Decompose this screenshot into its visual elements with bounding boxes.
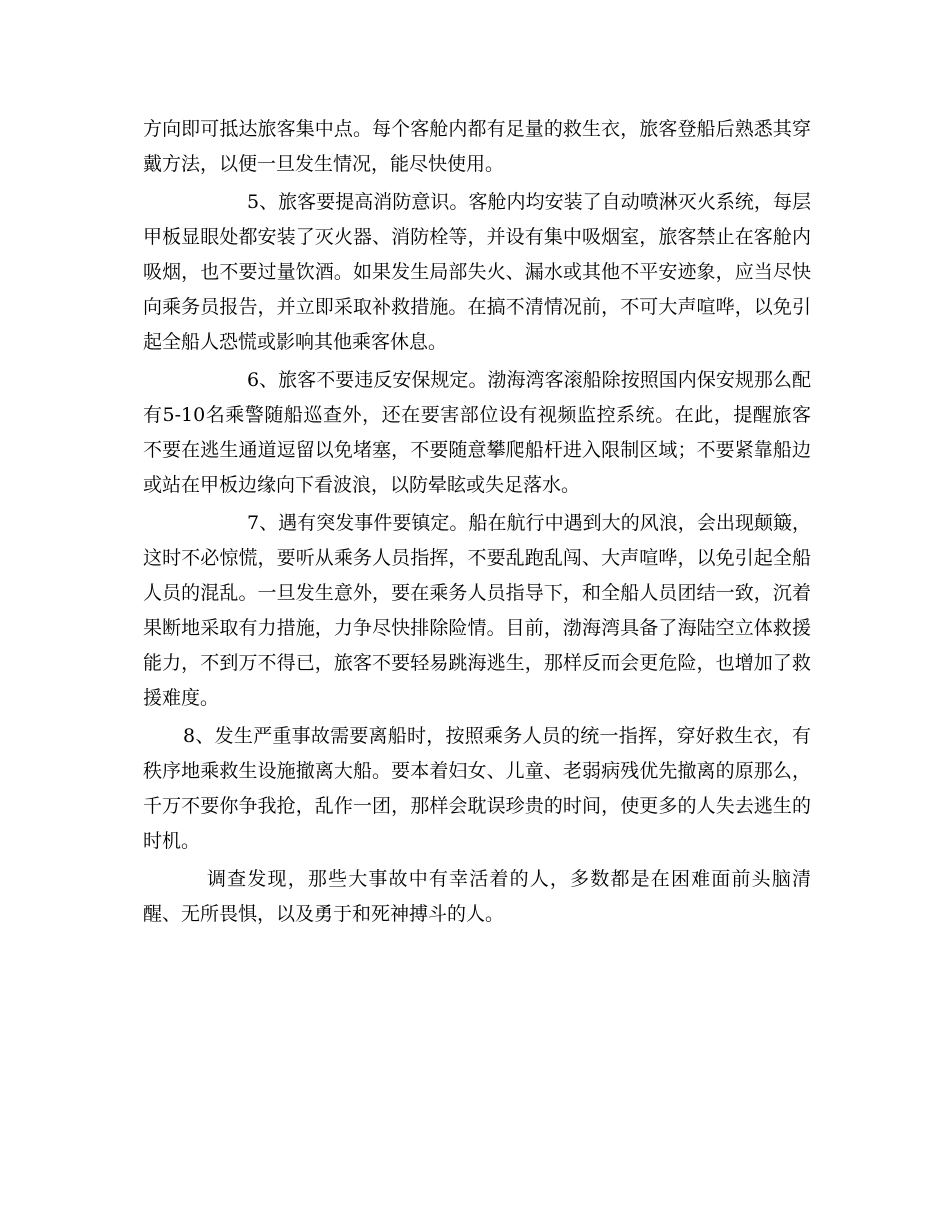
paragraph-item-8: 8、发生严重事故需要离船时，按照乘务人员的统一指挥，穿好救生衣，有秩序地乘救生设施撤离大船。要本着妇女、儿童、老弱病残优先撤离的原那么，千万不要你争我抢，乱作一团，那样会耽误珍贵的时间，使更多的人失去逃生的时机。 <box>143 725 811 852</box>
paragraph-item-6: 6、旅客不要违反安保规定。渤海湾客滚船除按照国内保安规那么配有5-10名乘警随船巡查外，还在要害部位设有视频监控系统。在此，提醒旅客不要在逃生通道逗留以免堵塞，不要随意攀爬船杆进入限制区域；不要紧靠船边或站在甲板边缘向下看波浪，以防晕眩或失足落水。 <box>143 369 811 496</box>
paragraph-conclusion: 调查发现，那些大事故中有幸活着的人，多数都是在困难面前头脑清醒、无所畏惧，以及勇于和死神搏斗的人。 <box>143 868 811 925</box>
paragraph-item-5: 5、旅客要提高消防意识。客舱内均安装了自动喷淋灭火系统，每层甲板显眼处都安装了灭火器、消防栓等，并设有集中吸烟室，旅客禁止在客舱内吸烟，也不要过量饮酒。如果发生局部失火、漏水或其他不平安迹象，应当尽快向乘务员报告，并立即采取补救措施。在搞不清情况前，不可大声喧哗，以免引起全船人恐慌或影响其他乘客休息。 <box>143 191 811 353</box>
paragraph-continuation: 方向即可抵达旅客集中点。每个客舱内都有足量的救生衣，旅客登船后熟悉其穿戴方法，以便一旦发生情况，能尽快使用。 <box>143 118 811 175</box>
paragraph-item-7: 7、遇有突发事件要镇定。船在航行中遇到大的风浪，会出现颠簸，这时不必惊慌，要听从乘务人员指挥，不要乱跑乱闯、大声喧哗，以免引起全船人员的混乱。一旦发生意外，要在乘务人员指导下，和全船人员团结一致，沉着果断地采取有力措施，力争尽快排除险情。目前，渤海湾具备了海陆空立体救援能力，不到万不得已，旅客不要轻易跳海逃生，那样反而会更危险，也增加了救援难度。 <box>143 512 811 709</box>
document-body <box>143 112 811 935</box>
